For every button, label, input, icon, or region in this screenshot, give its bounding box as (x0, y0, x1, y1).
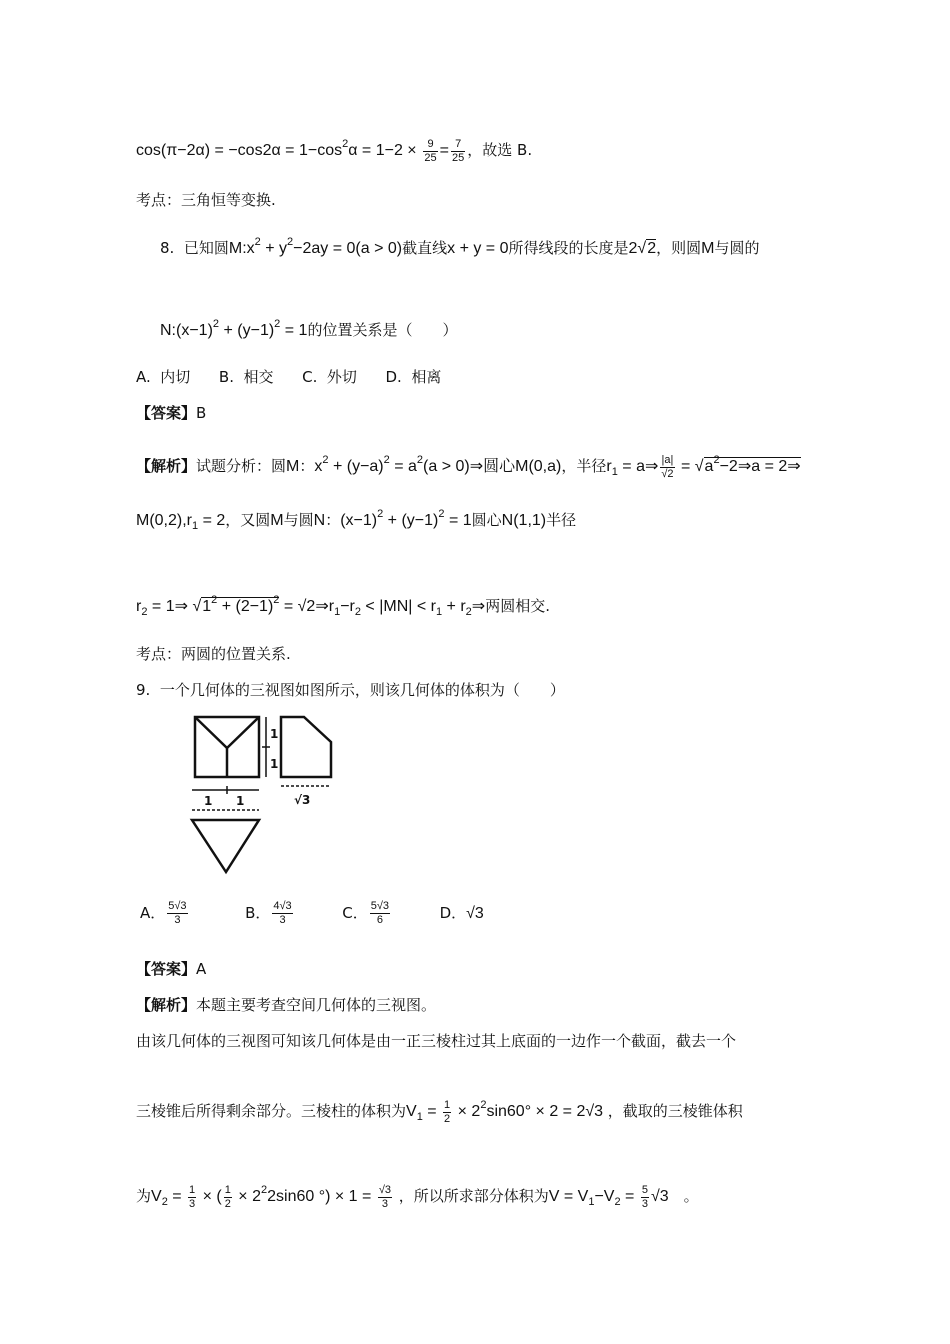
question-8-line-2: $N:(x-1)^2 + (y-1)^2 = 1$的位置关系是（ ） (160, 318, 458, 339)
question-9-explanation-line-3: 为$V_2$ = $\frac{1}{3}$ × ( $\frac{1}{2}$ × $2^22\sin 60$ °) × 1 = $\frac{√3}{3}$ ，所以所求部分体积为$V = V_1-V_2$ = $\frac{5}{3}$ √3 。 (136, 1183, 699, 1210)
question-8-explanation-line-3: $r_2$ = 1⇒ $√1^2 + (2-1)^2$ = $√2\Rightarrow r_1-r_2 < |MN| < r_1$ + $r_2\Rightarrow$两圆相交. (136, 594, 550, 618)
dim-label: 1 (204, 794, 213, 808)
question-9-answer: 【答案】A (136, 960, 207, 978)
question-8-line-1: 8. 已知圆$M:x^2 + y^2-2ay = 0(a > 0)$截直线x + y = 0所得线段的长度是2√2，则圆M与圆的 (160, 236, 760, 257)
question-9-stem: 9. 一个几何体的三视图如图所示，则该几何体的体积为（ ） (136, 681, 565, 699)
math-expression: $\cos(\pi-2\alpha) = -\cos 2\alpha = 1-\cos^2\alpha = 1-2$ × (136, 138, 417, 159)
solution-line-1: $\cos(\pi-2\alpha) = -\cos 2\alpha = 1-\cos^2\alpha = 1-2$ × $\frac{9}{25}$ = $\frac{7}{25}$ ，故选 B. (136, 137, 533, 164)
question-9-explanation-intro: 【解析】本题主要考查空间几何体的三视图。 (136, 996, 437, 1014)
dim-label: 1 (236, 794, 245, 808)
topic-note-2: 考点：两圆的位置关系. (136, 645, 291, 663)
math-expression: $M:x^2 + y^2-2ay = 0(a > 0)$ (228, 236, 403, 257)
question-8-explanation-line-1: 【解析】试题分析：圆M：$x^2 + (y-a)^2 = a^2(a$ > 0)⇒圆心M(0,a)，半径$r_1$ = a⇒ $\frac{|a|}{√2}$ = $√a^2-2\Rightarrow a$ = 2⇒ (136, 453, 801, 480)
dim-label: √3 (294, 793, 311, 807)
question-8-explanation-line-2: $M(0,2),r_1 = 2$，又圆M与圆N：$(x-1)^2 + (y-1)^2 = 1$圆心N(1,1)半径 (136, 508, 577, 532)
fraction: $\frac{9}{25}$ (424, 137, 437, 164)
question-9-options: A． $\frac{5√3}{3}$ B． $\frac{4√3}{3}$ C． $\frac{5√3}{6}$ D．√3 (140, 900, 484, 926)
question-8-options: A. 内切 B. 相交 C. 外切 D. 相离 (136, 368, 442, 386)
top-view (192, 820, 259, 872)
math-expression: $N:(x-1)^2 + (y-1)^2 = 1$ (160, 318, 308, 339)
question-8-answer: 【答案】B (136, 404, 207, 422)
dim-label: 1 (270, 757, 279, 771)
three-view-figure (186, 712, 356, 877)
side-view (281, 717, 331, 777)
dim-label: 1 (270, 727, 279, 741)
question-9-explanation-line-1: 由该几何体的三视图可知该几何体是由一正三棱柱过其上底面的一边作一个截面，截去一个 (136, 1032, 737, 1050)
fraction: $\frac{7}{25}$ (452, 137, 465, 164)
topic-note-1: 考点：三角恒等变换. (136, 191, 276, 209)
question-9-explanation-line-2: 三棱锥后所得剩余部分。三棱柱的体积为$V_1$ = $\frac{1}{2}$ × $2^2\sin 60^\circ \times 2 = 2√3$ ，截取的三棱锥体积 (136, 1098, 743, 1125)
